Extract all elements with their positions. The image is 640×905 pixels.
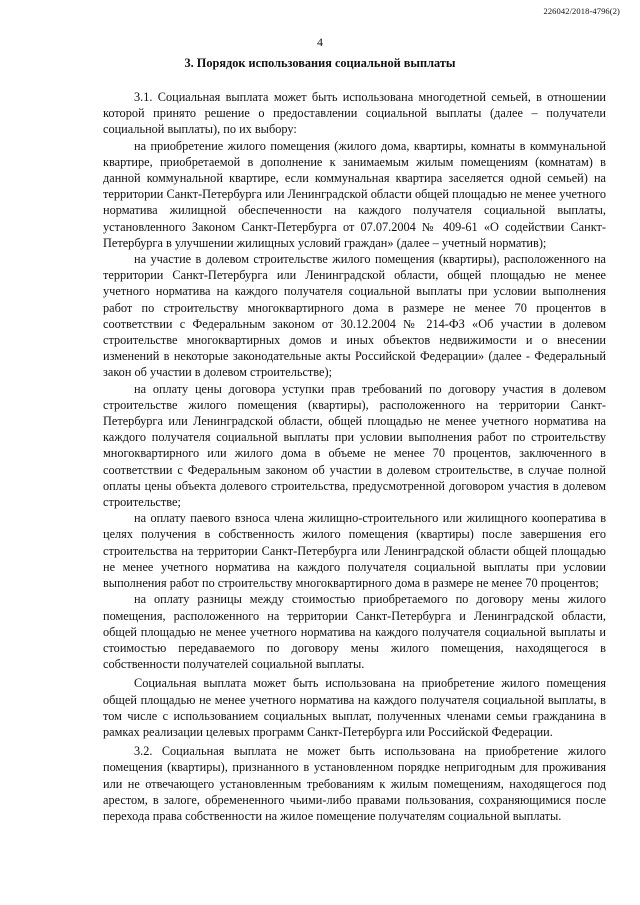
paragraph-3-2: 3.2. Социальная выплата не может быть использована на приобретение жилого помещения (квартиры), признанного в установленном порядке непригодным для проживания или не отвечающего установленным требованиям к жилым помещениям, находящегося под арестом, в залоге, обремененного чьими-либо правами пользования, сохраняющимися после перехода права собственности на жилое помещение получателям социальной выплаты. xyxy=(103,744,606,823)
paragraph-exchange-difference: на оплату разницы между стоимостью приобретаемого по договору мены жилого помещения, расположенного на территории Санкт-Петербурга и Ленинградской области, общей площадью не менее учетного норматива на каждого получателя социальной выплаты и стоимостью передаваемого по договору мены жилого помещения, находящегося в собственности получателей социальной выплаты. xyxy=(103,592,606,672)
document-number: 226042/2018-4796(2) xyxy=(543,6,620,16)
paragraph-purchase: на приобретение жилого помещения (жилого дома, квартиры, комнаты в коммунальной квартире, приобретаемой в дополнение к занимаемым жилым помещениям (комнатам) в данной коммунальной квартире, если коммунальная квартира заселяется одной семьей) на территории Санкт-Петербурга или Ленинградской области общей площадью не менее учетного норматива жилищной обеспеченности на каждого получателя социальной выплаты, установленного Законом Санкт-Петербурга от 07.07.2004 № 409-61 «О содействии Санкт-Петербурга в улучшении жилищных условий граждан» (далее – учетный норматив); xyxy=(103,138,606,250)
paragraph-general-use: Социальная выплата может быть использована на приобретение жилого помещения общей площадью не менее учетного норматива на каждого получателя социальной выплаты, в том числе с использованием социальных выплат, полученных членами семьи гражданина в рамках реализации целевых программ Санкт-Петербурга или Российской Федерации. xyxy=(103,676,606,739)
paragraph-cooperative-share: на оплату паевого взноса члена жилищно-строительного или жилищного кооператива в целях получения в собственность жилого помещения (квартиры) после завершения его строительства на территории Санкт-Петербурга или Ленинградской области общей площадью не менее учетного норматива на каждого получателя социальной выплаты при условии выполнения работ по строительству многоквартирного дома в размере не менее 70 процентов; xyxy=(103,511,606,591)
page-number: 4 xyxy=(317,35,323,49)
paragraph-3-1: 3.1. Социальная выплата может быть использована многодетной семьей, в отношении которой принято решение о предоставлении социальной выплаты (далее – получатели социальной выплаты), по их выбору: xyxy=(103,90,606,137)
paragraph-shared-construction: на участие в долевом строительстве жилого помещения (квартиры), расположенного на территории Санкт-Петербурга или Ленинградской области, общей площадью не менее учетного норматива на каждого получателя социальной выплаты при условии выполнения работ по строительству многоквартирного дома в размере не менее 70 процентов в соответствии с Федеральным законом от 30.12.2004 № 214-ФЗ «Об участии в долевом строительстве многоквартирных домов и иных объектов недвижимости и о внесении изменений в некоторые законодательные акты Российской Федерации» (далее - Федеральный закон об участии в долевом строительстве); xyxy=(103,252,606,380)
paragraph-rights-assignment: на оплату цены договора уступки прав требований по договору участия в долевом строительстве жилого помещения (квартиры), расположенного на территории Санкт-Петербурга или Ленинградской области, общей площадью не менее учетного норматива на каждого получателя социальной выплаты при условии выполнения работ по строительству многоквартирного или жилого дома в объеме не менее 70 процентов, заключенного в соответствии с Федеральным законом об участии в долевом строительстве, в случае полной оплаты цены объекта долевого строительства, предусмотренной договором участия в долевом строительстве; xyxy=(103,381,606,510)
section-title: 3. Порядок использования социальной выплаты xyxy=(184,56,456,70)
document-body xyxy=(103,89,606,824)
